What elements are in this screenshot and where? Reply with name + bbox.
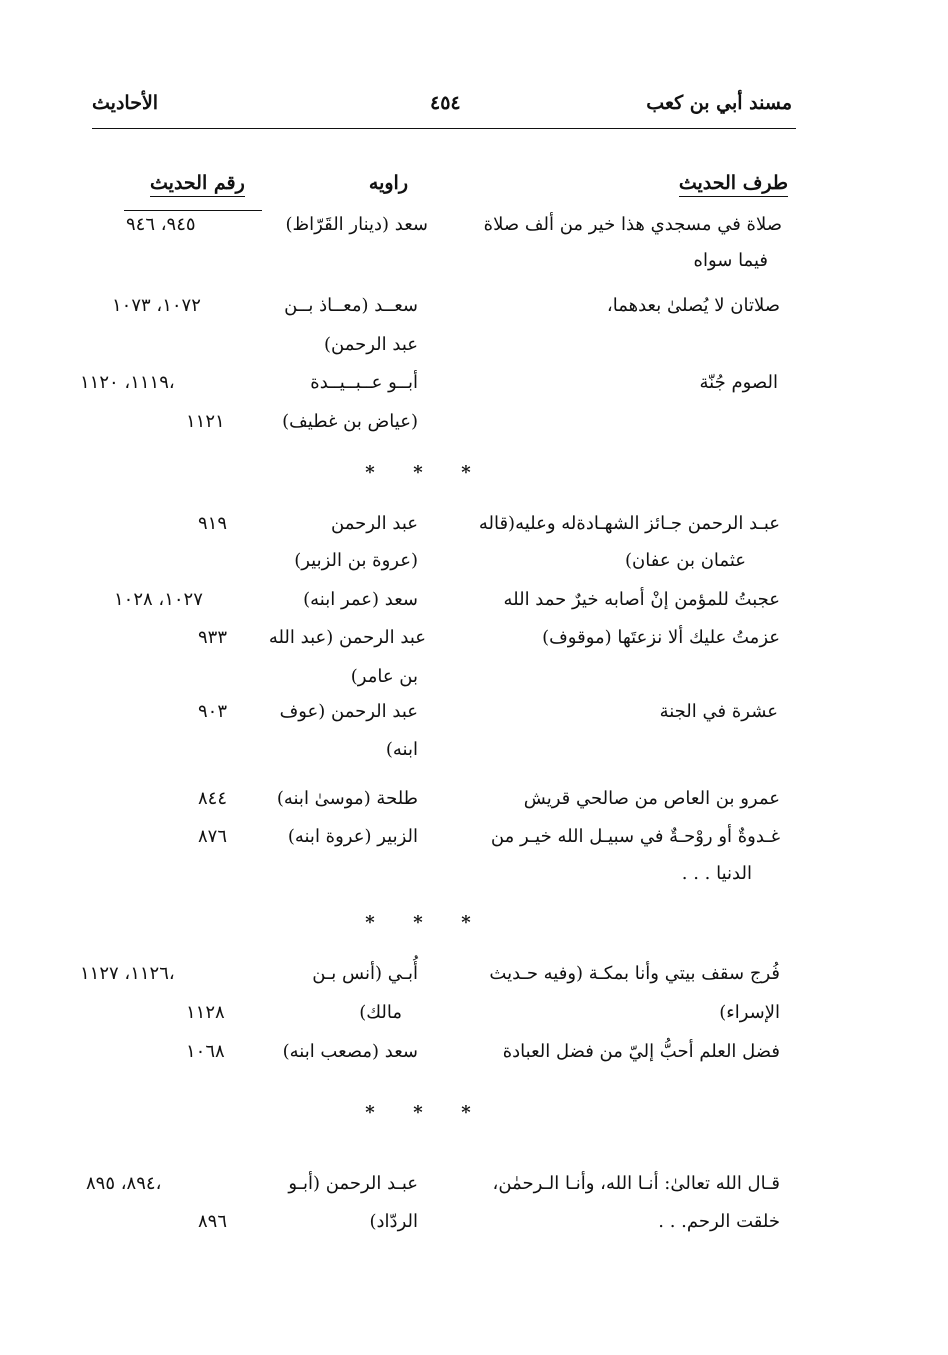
narrator-text: عبد الرحمن) [323, 334, 418, 355]
hadith-text: الدنيا . . . [681, 863, 752, 884]
hadith-number: ٩٣٣ [198, 627, 228, 648]
hadith-text: عثمان بن عفان) [624, 550, 746, 571]
narrator-text: عبد الرحمن [331, 513, 418, 534]
number-column-rule [124, 210, 262, 211]
hadith-number: ٩٠٣ [198, 701, 228, 722]
column-heading-hadith: طرف الحديث [679, 172, 788, 197]
hadith-number: ٩١٩ [198, 513, 228, 534]
hadith-text: غـدوةٌ أو روْحـةٌ في سبيـل الله خيـر من [490, 826, 780, 847]
hadith-text: عشرة في الجنة [659, 701, 778, 722]
hadith-number: ٩٤٥، ٩٤٦ [126, 214, 196, 235]
hadith-number: ١٠٢٧، ١٠٢٨ [114, 589, 203, 610]
hadith-number: ٨٧٦ [198, 826, 228, 847]
hadith-text: خلقت الرحم. . . [658, 1211, 780, 1232]
hadith-text: صلاة في مسجدي هذا خير من ألف صلاة [483, 214, 782, 235]
hadith-text: عزمتُ عليك ألا نزعتَها (موقوف) [542, 627, 780, 648]
section-title: الأحاديث [92, 92, 159, 114]
narrator-text: سعــد (معــاذ بــن [284, 295, 418, 316]
hadith-text: فضل العلم أحبُّ إليّ من فضل العبادة [502, 1041, 780, 1062]
hadith-text: فُرج سقف بيتي وأنا بمكـة (وفيه حـديث [489, 963, 780, 984]
hadith-text: فيما سواه [693, 250, 768, 271]
hadith-text: قـال الله تعالىٰ: أنـا الله، وأنـا الـرحمٰن، [492, 1173, 780, 1194]
header-rule [92, 128, 796, 129]
hadith-number: ١١٢١ [186, 411, 225, 432]
narrator-text: عبد الرحمن (عبد الله [268, 627, 426, 648]
hadith-number: ٨٤٤ [198, 788, 228, 809]
narrator-text: بن عامر) [350, 666, 418, 687]
section-separator: * * * [365, 912, 471, 933]
hadith-text: الصوم جُنّة [699, 372, 778, 393]
hadith-number: ١١٢٦، ١١٢٧، [80, 963, 175, 984]
column-heading-number: رقم الحديث [150, 172, 245, 197]
narrator-text: الزبير (عروة ابنه) [287, 826, 418, 847]
section-separator: * * * [365, 462, 471, 483]
narrator-text: سعد (مصعب ابنه) [282, 1041, 418, 1062]
narrator-text: أُبـي (أنس بـن [312, 963, 418, 984]
narrator-text: عبـد الرحمن (أبـو [288, 1173, 418, 1194]
page-number: ٤٥٤ [430, 92, 461, 114]
hadith-number: ١١٢٨ [186, 1002, 225, 1023]
narrator-text: سعد (عمر ابنه) [303, 589, 418, 610]
hadith-number: ١١١٩، ١١٢٠، [80, 372, 175, 393]
hadith-number: ١٠٦٨ [186, 1041, 225, 1062]
column-heading-narrator: راويه [368, 172, 408, 194]
narrator-text: ابنه) [385, 739, 418, 760]
narrator-text: طلحة (موسىٰ ابنه) [276, 788, 418, 809]
narrator-text: مالك) [359, 1002, 402, 1023]
narrator-text: عبد الرحمن (عوف [279, 701, 418, 722]
hadith-number: ٨٩٦ [198, 1211, 228, 1232]
hadith-text: عبـد الرحمن جـائز الشهـادةله وعليه(قاله [478, 513, 780, 534]
hadith-number: ١٠٧٢، ١٠٧٣ [112, 295, 201, 316]
hadith-text: صلاتان لا يُصلىٰ بعدهما، [606, 295, 780, 316]
hadith-text: عجبتُ للمؤمن إنْ أصابه خيرٌ حمد الله [503, 589, 780, 610]
hadith-text: عمرو بن العاص من صالحي قريش [523, 788, 780, 809]
narrator-text: أبــو عــبــيــدة [310, 372, 418, 393]
hadith-number: ٨٩٤، ٨٩٥، [86, 1173, 162, 1194]
narrator-text: الردّاد) [369, 1211, 418, 1232]
hadith-text: الإسراء) [719, 1002, 780, 1023]
book-title: مسند أبي بن كعب [646, 92, 792, 114]
narrator-text: (عياض بن غطيف) [282, 411, 418, 432]
narrator-text: (عروة بن الزبير) [294, 550, 418, 571]
section-separator: * * * [365, 1102, 471, 1123]
narrator-text: سعد (دينار القَرّاظ) [285, 214, 428, 235]
